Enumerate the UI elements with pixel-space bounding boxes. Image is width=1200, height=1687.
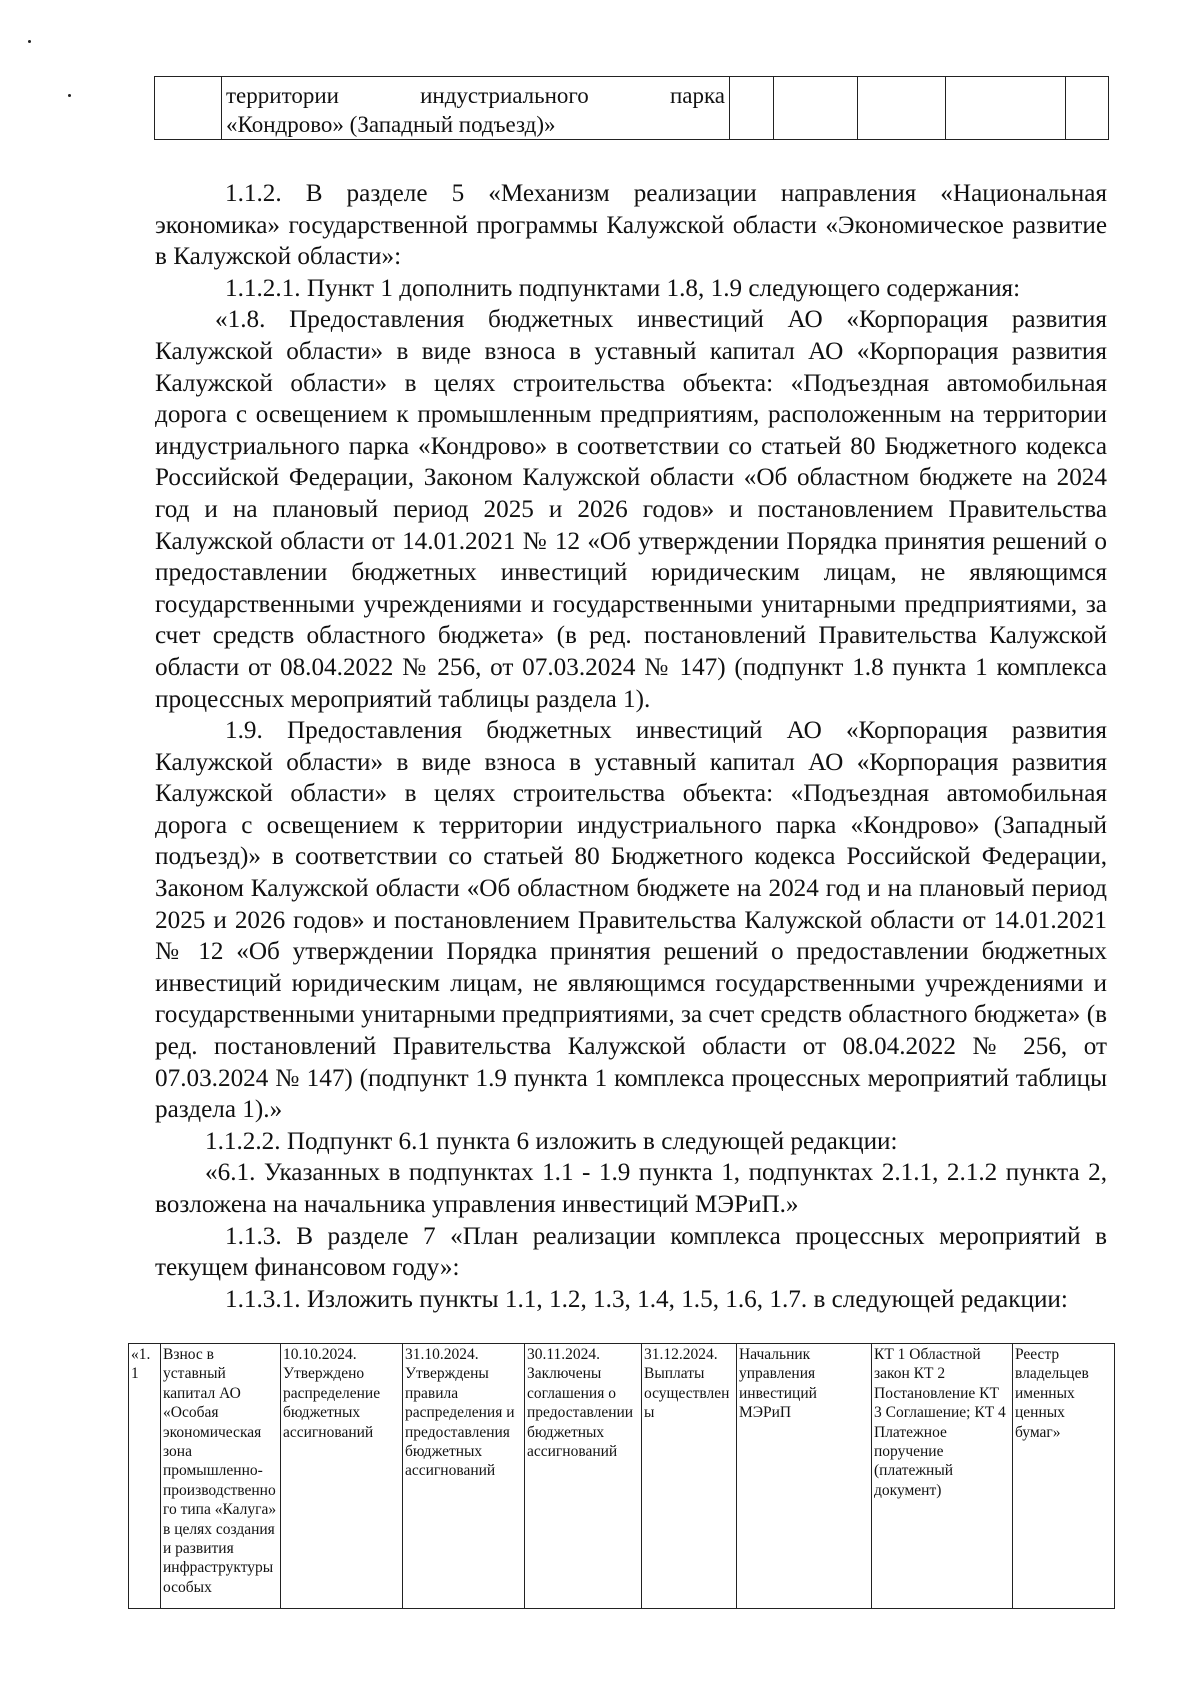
table-row [129, 1344, 1115, 1609]
control-point-3-cell: 30.11.2024. Заключены соглашения о предоставлении бюджетных ассигнований [525, 1344, 642, 1609]
paragraph-1-9: 1.9. Предоставления бюджетных инвестиций АО «Корпорация развития Калужской области» в виде взноса в уставный капитал АО «Корпорация развития Калужской области» в целях строительства объекта: «Подъездная автомобильная дорога с освещением к территории индустриального парка «Кондрово» (Западный подъезд)» в соответствии со статьей 80 Бюджетного кодекса Российской Федерации, Законом Калужской области «Об областном бюджете на 2024 год и на плановый период 2025 и 2026 годов» и постановлением Правительства Калужской области от 14.01.2021 № 12 «Об утверждении Порядка принятия решений о предоставлении бюджетных инвестиций юридическим лицам, не являющимся государственными учреждениями и государственными унитарными предприятиями, за счет средств областного бюджета» (в ред. постановлений Правительства Калужской области от 08.04.2022 № 256, от 07.03.2024 № 147) (подпункт 1.9 пункта 1 комплекса процессных мероприятий таблицы раздела 1).» [155, 717, 1107, 1124]
paragraph-1-1-2-2: 1.1.2.2. Подпункт 6.1 пункта 6 изложить в следующей редакции: [205, 1127, 898, 1155]
paragraph-1-1-2: 1.1.2. В разделе 5 «Механизм реализации направления «Национальная экономика» государственной программы Калужской области «Экономическое развитие в Калужской области»: [155, 180, 1107, 271]
table-row [155, 77, 1109, 140]
scan-speck [28, 40, 31, 43]
paragraph-6-1: «6.1. Указанных в подпунктах 1.1 - 1.9 пункта 1, подпунктах 2.1.1, 2.1.2 пункта 2, возложена на начальника управления инвестиций МЭРиП.» [155, 1159, 1107, 1218]
paragraph-1-1-3-1: 1.1.3.1. Изложить пункты 1.1, 1.2, 1.3, 1.4, 1.5, 1.6, 1.7. в следующей редакции: [225, 1285, 1068, 1313]
table-cell [155, 77, 222, 140]
table-cell [774, 77, 858, 140]
paragraph-1-1-3: 1.1.3. В разделе 7 «План реализации комплекса процессных мероприятий в текущем финансовом году»: [155, 1222, 1107, 1282]
body-text [155, 178, 1107, 1315]
responsible-cell: Начальник управления инвестиций МЭРиП [737, 1344, 872, 1609]
control-point-4-cell: 31.12.2024. Выплаты осуществлены [642, 1344, 737, 1609]
row-number-cell: «1.1 [129, 1344, 161, 1609]
control-point-1-cell: 10.10.2024. Утверждено распределение бюджетных ассигнований [281, 1344, 403, 1609]
table-cell [1066, 77, 1109, 140]
paragraph-1-1-2-1: 1.1.2.1. Пункт 1 дополнить подпунктами 1.8, 1.9 следующего содержания: [225, 274, 1021, 302]
event-name-cell: Взнос в уставный капитал АО «Особая экономическая зона промышленно-производственного типа «Калуга» в целях создания и развития инфраструктуры особых [161, 1344, 281, 1609]
text-line: «Кондрово» (Западный подъезд)» [226, 112, 556, 137]
documents-cell: КТ 1 Областной закон КТ 2 Постановление КТ 3 Соглашение; КТ 4 Платежное поручение (платежный документ) [872, 1344, 1013, 1609]
table-cell [730, 77, 774, 140]
control-point-2-cell: 31.10.2024. Утверждены правила распределения и предоставления бюджетных ассигнований [403, 1344, 525, 1609]
scan-speck [68, 94, 71, 97]
paragraph-1-8: «1.8. Предоставления бюджетных инвестиций АО «Корпорация развития Калужской области» в виде взноса в уставный капитал АО «Корпорация развития Калужской области» в целях строительства объекта: «Подъездная автомобильная дорога с освещением к промышленным предприятиям, расположенным на территории индустриального парка «Кондрово» в соответствии со статьей 80 Бюджетного кодекса Российской Федерации, Законом Калужской области «Об областном бюджете на 2024 год и на плановый период 2025 и 2026 годов» и постановлением Правительства Калужской области от 14.01.2021 № 12 «Об утверждении Порядка принятия решений о предоставлении бюджетных инвестиций юридическим лицам, не являющимся государственными учреждениями и государственными унитарными предприятиями, за счет средств областного бюджета» (в ред. постановлений Правительства Калужской области от 08.04.2022 № 256, от 07.03.2024 № 147) (подпункт 1.8 пункта 1 комплекса процессных мероприятий таблицы раздела 1). [155, 306, 1107, 713]
text-line: территории индустриального парка [226, 83, 725, 108]
top-continuation-table [154, 76, 1109, 140]
table-cell [858, 77, 946, 140]
table-cell [946, 77, 1066, 140]
table-cell-text [222, 77, 730, 140]
plan-table [128, 1343, 1115, 1609]
registry-cell: Реестр владельцев именных ценных бумаг» [1013, 1344, 1115, 1609]
